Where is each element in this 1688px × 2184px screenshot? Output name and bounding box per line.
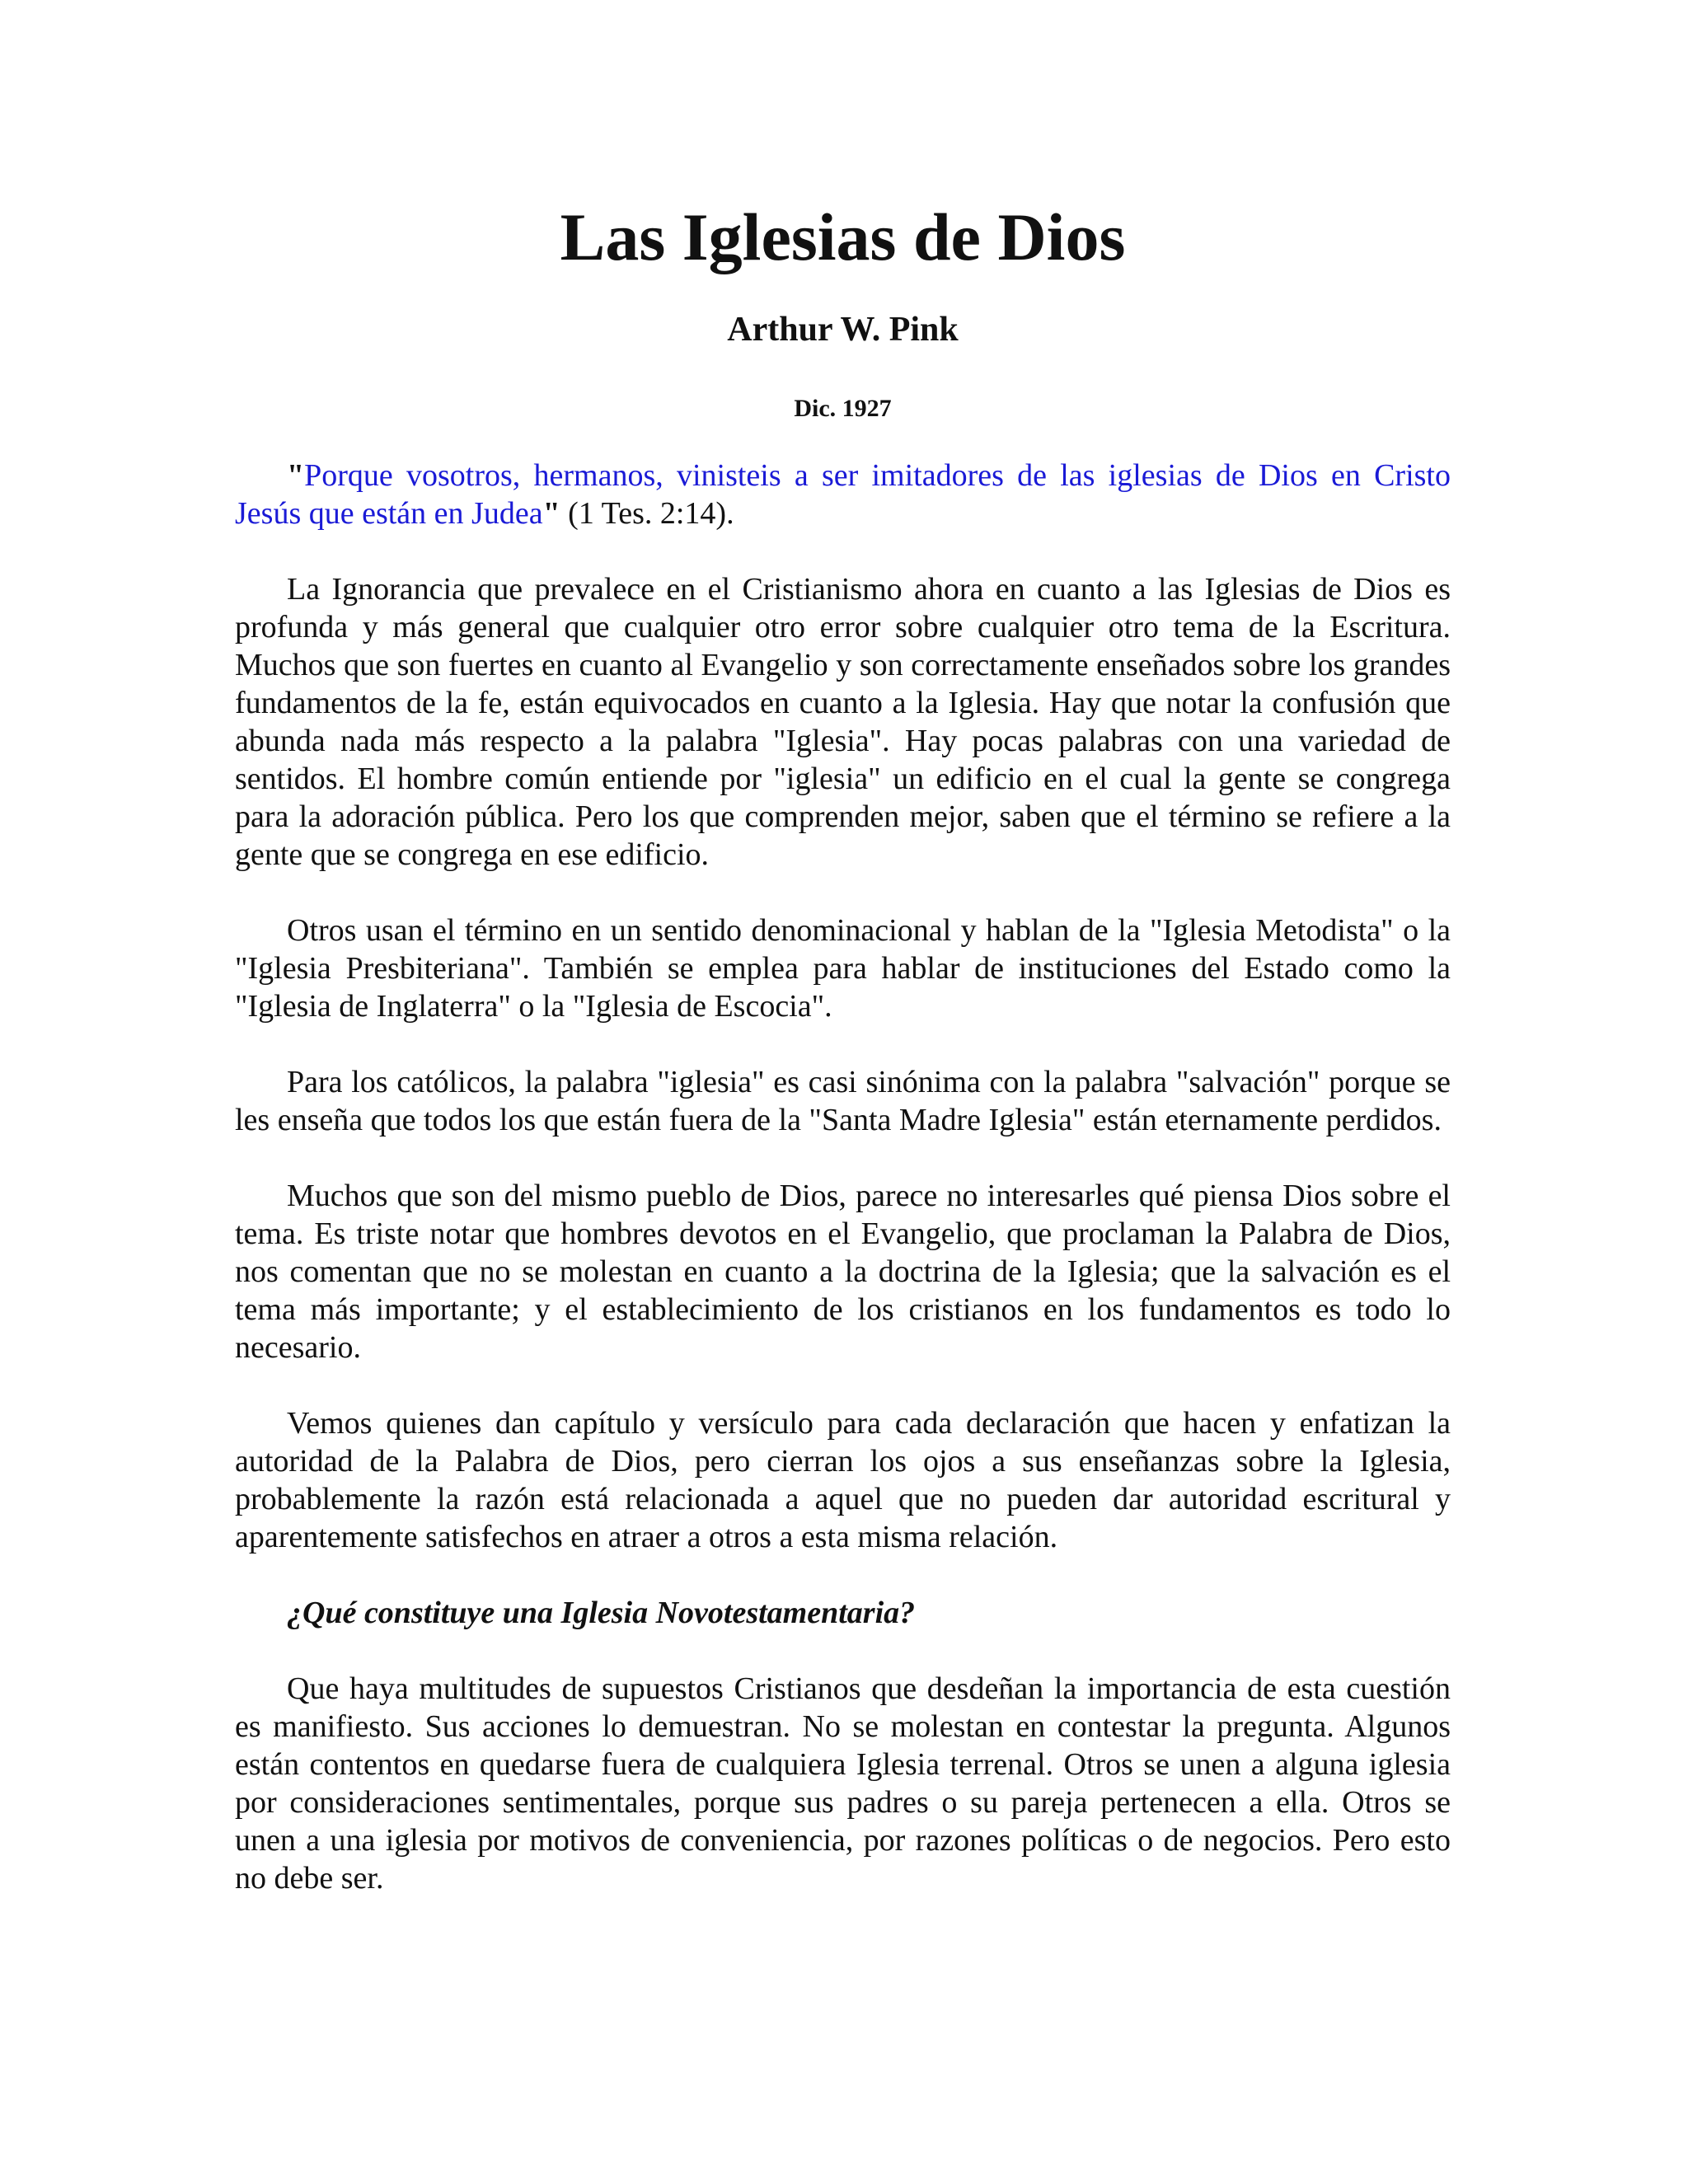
document-date: Dic. 1927 [794, 395, 892, 422]
epigraph-paragraph [235, 457, 1451, 532]
body-paragraph: Muchos que son del mismo pueblo de Dios, parece no interesarles qué piensa Dios sobre el tema. Es triste notar que hombres devotos en el Evangelio, que proclaman la Palabra de Dios, nos comentan que no se molestan en cuanto a la doctrina de la Iglesia; que la salvación es el tema más importante; y el establecimiento de los cristianos en los fundamentos es todo lo necesario. [235, 1179, 1451, 1365]
body-paragraph: Vemos quienes dan capítulo y versículo para cada declaración que hacen y enfatizan la autoridad de la Palabra de Dios, pero cierran los ojos a sus enseñanzas sobre la Iglesia, probablemente la razón está relacionada a aquel que no pueden dar autoridad escritural y aparentemente satisfechos en atraer a otros a esta misma relación. [235, 1406, 1451, 1554]
document-author: Arthur W. Pink [727, 311, 959, 349]
body-paragraph: Otros usan el término en un sentido denominacional y hablan de la "Iglesia Metodista" o la "Iglesia Presbiteriana". También se emplea para hablar de instituciones del Estado como la "Iglesia de Inglaterra" o la "Iglesia de Escocia". [235, 913, 1451, 1024]
epigraph-verse: Porque vosotros, hermanos, vinisteis a ser imitadores de las iglesias de Dios en Cristo Jesús que están en Judea [235, 458, 1451, 531]
document-body [235, 457, 1451, 1935]
epigraph-close-quote: " [542, 496, 560, 531]
section-subheading: ¿Qué constituye una Iglesia Novotestamentaria? [287, 1596, 916, 1630]
closing-paragraph: Que haya multitudes de supuestos Cristianos que desdeñan la importancia de esta cuestión es manifiesto. Sus acciones lo demuestran. No se molestan en contestar la pregunta. Algunos están contentos en quedarse fuera de cualquiera Iglesia terrenal. Otros se unen a alguna iglesia por consideraciones sentimentales, porque sus padres o su pareja pertenecen a ella. Otros se unen a una iglesia por motivos de conveniencia, por razones políticas o de negocios. Pero esto no debe ser. [235, 1671, 1451, 1896]
body-paragraph: Para los católicos, la palabra "iglesia" es casi sinónima con la palabra "salvación" porque se les enseña que todos los que están fuera de la "Santa Madre Iglesia" están eternamente perdidos. [235, 1065, 1451, 1137]
epigraph-open-quote: " [287, 458, 305, 493]
epigraph-reference: (1 Tes. 2:14). [560, 496, 734, 531]
document-title: Las Iglesias de Dios [560, 199, 1126, 274]
body-paragraph: La Ignorancia que prevalece en el Cristianismo ahora en cuanto a las Iglesias de Dios es profunda y más general que cualquier otro error sobre cualquier otro tema de la Escritura. Muchos que son fuertes en cuanto al Evangelio y son correctamente enseñados sobre los grandes fundamentos de la fe, están equivocados en cuanto a la Iglesia. Hay que notar la confusión que abunda nada más respecto a la palabra "Iglesia". Hay pocas palabras con una variedad de sentidos. El hombre común entiende por "iglesia" un edificio en el cual la gente se congrega para la adoración pública. Pero los que comprenden mejor, saben que el término se refiere a la gente que se congrega en ese edificio. [235, 572, 1451, 872]
